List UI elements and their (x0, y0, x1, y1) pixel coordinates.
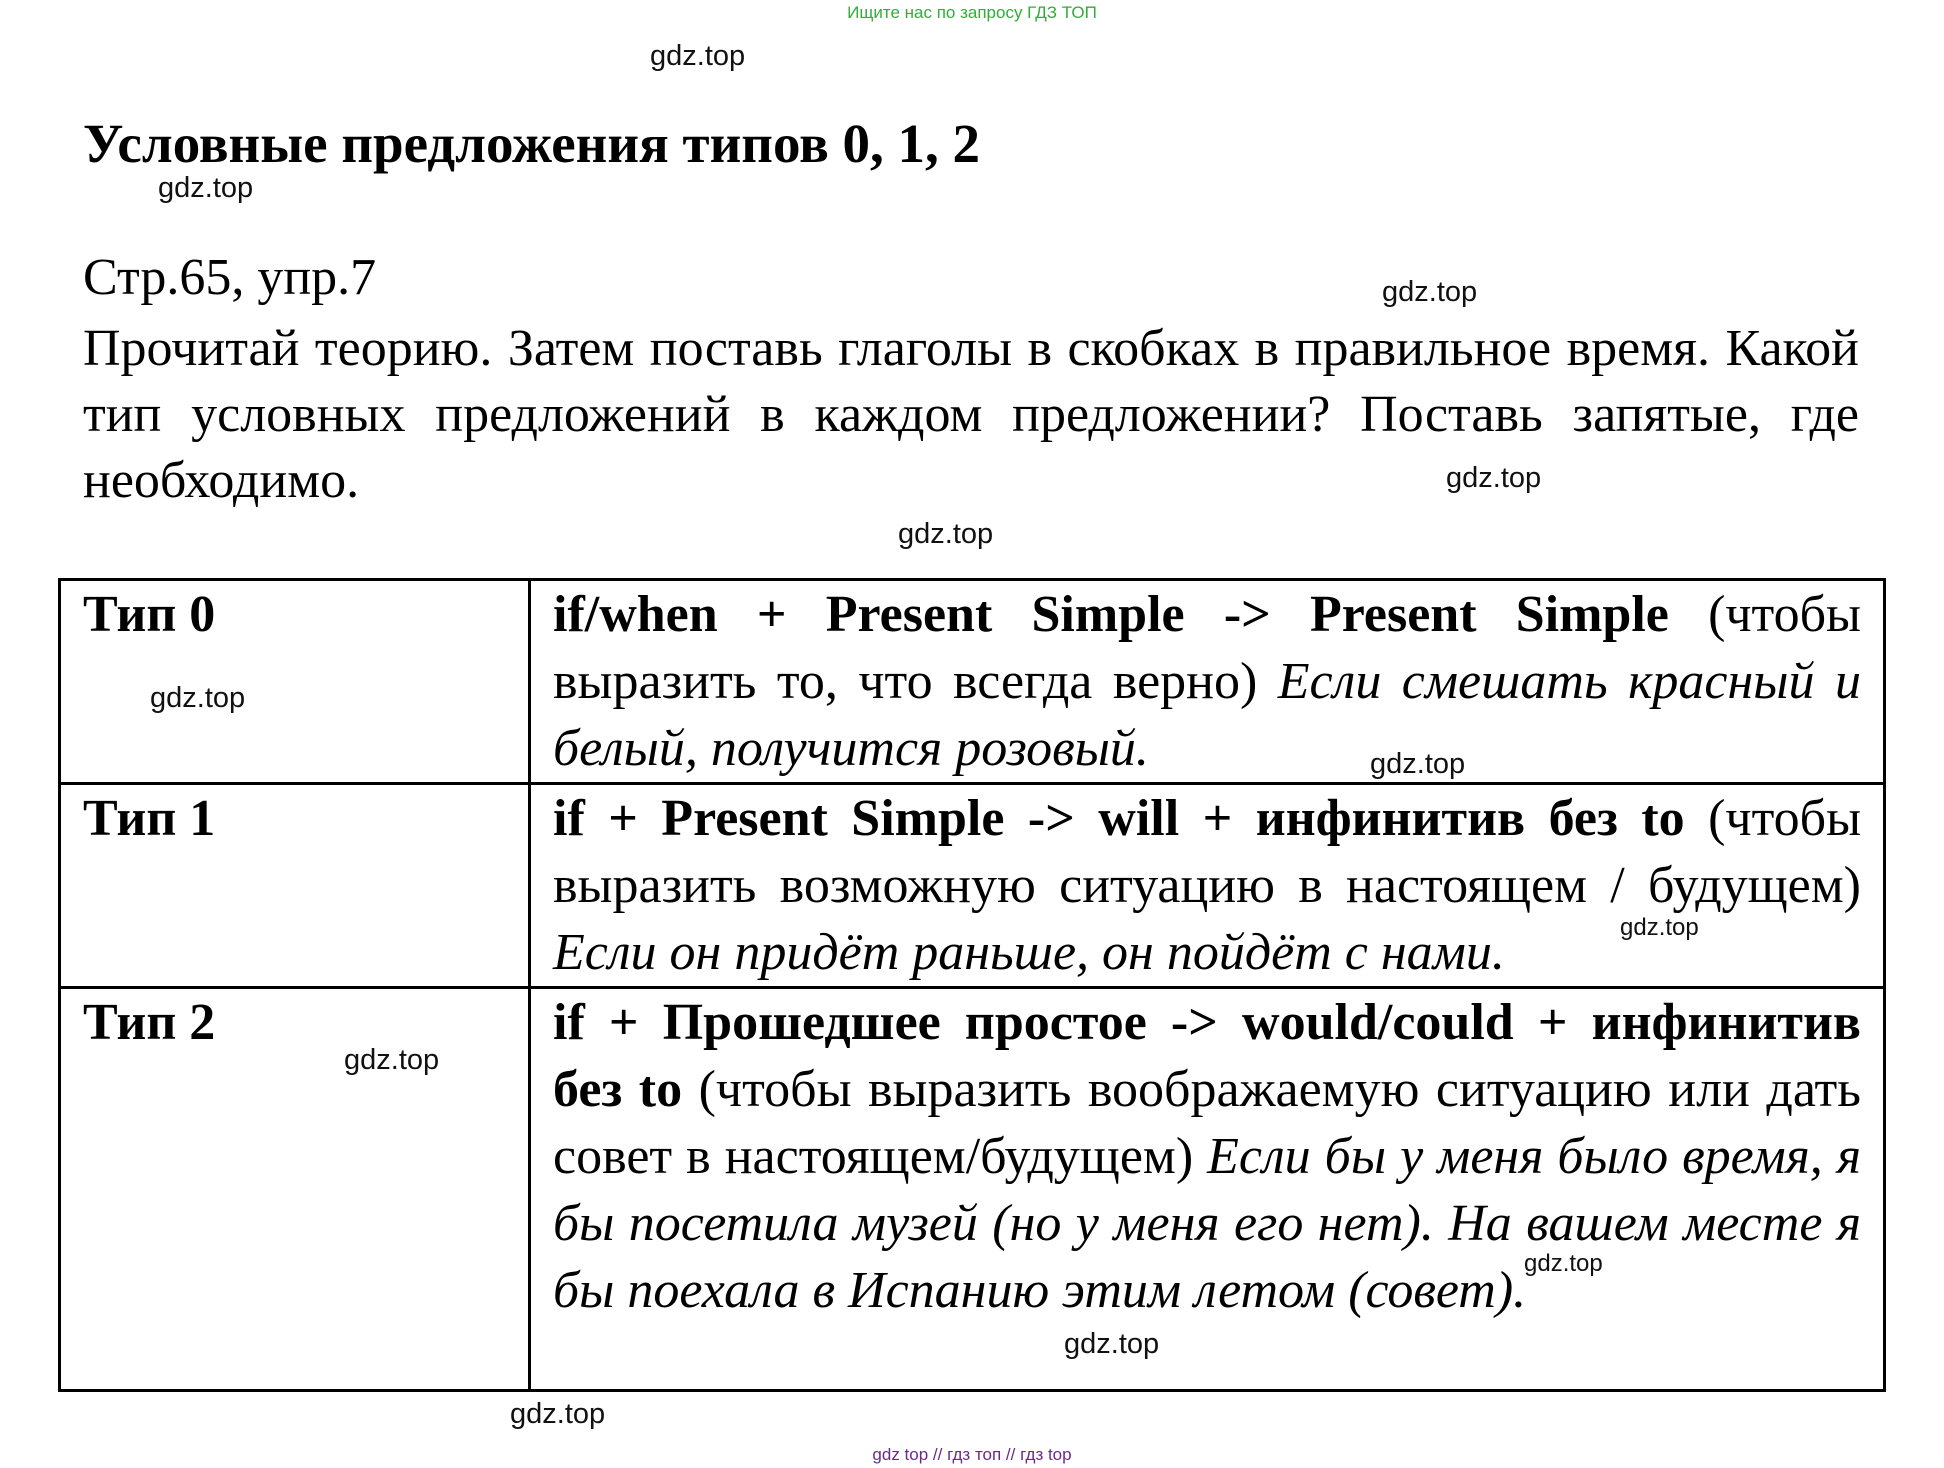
explanation-text: (чтобы выразить то, что всегда верно) (553, 586, 1861, 710)
watermark: gdz.top (510, 1398, 606, 1430)
watermark: gdz.top (1620, 914, 1699, 941)
type-label: Тип 1 (83, 790, 216, 847)
explanation-text: (чтобы выразить воображаемую ситуацию или дать совет в настоящем/будущем) (553, 1061, 1861, 1185)
table-row (60, 580, 1885, 784)
watermark: gdz.top (1446, 462, 1542, 494)
grammar-table (58, 578, 1886, 1392)
watermark: gdz.top (150, 682, 246, 714)
exercise-reference: Стр.65, упр.7 (83, 249, 377, 306)
type-label: Тип 2 (83, 994, 216, 1051)
top-banner: Ищите нас по запросу ГДЗ ТОП (847, 3, 1097, 22)
type-label: Тип 0 (83, 586, 216, 643)
type-cell (60, 580, 530, 784)
rule-cell (530, 784, 1885, 988)
table-row (60, 988, 1885, 1391)
watermark: gdz.top (1370, 748, 1466, 780)
page-title: Условные предложения типов 0, 1, 2 (83, 113, 981, 174)
instructions-text: Прочитай теорию. Затем поставь глаголы в скобках в правильное время. Какой тип условных предложений в каждом предложении? Поставь запятые, где необходимо. (83, 320, 1859, 509)
watermark: gdz.top (650, 40, 746, 72)
formula-text: if + Present Simple -> will + инфинитив без to (553, 790, 1685, 847)
formula-text: if/when + Present Simple -> Present Simple (553, 586, 1669, 643)
watermark: gdz.top (344, 1044, 440, 1076)
explanation-text: (чтобы выразить возможную ситуацию в настоящем / будущем) (553, 790, 1862, 914)
table-row (60, 784, 1885, 988)
watermark: gdz.top (158, 172, 254, 204)
rule-cell (530, 580, 1885, 784)
example-text: Если смешать красный и белый, получится розовый. (553, 653, 1861, 777)
watermark: gdz.top (1382, 276, 1478, 308)
watermark: gdz.top (898, 518, 994, 550)
type-cell (60, 784, 530, 988)
example-text: Если бы у меня было время, я бы посетила музей (но у меня его нет). На вашем месте я бы поехала в Испанию этим летом (совет). (553, 1128, 1861, 1319)
watermark: gdz.top (1524, 1250, 1603, 1277)
rule-cell (530, 988, 1885, 1391)
example-text: Если он придёт раньше, он пойдёт с нами. (553, 924, 1505, 981)
bottom-banner: gdz top // гдз топ // гдз top (872, 1445, 1072, 1464)
watermark: gdz.top (1064, 1328, 1160, 1360)
type-cell (60, 988, 530, 1391)
formula-text: if + Прошедшее простое -> would/could + инфинитив без to (553, 994, 1861, 1118)
